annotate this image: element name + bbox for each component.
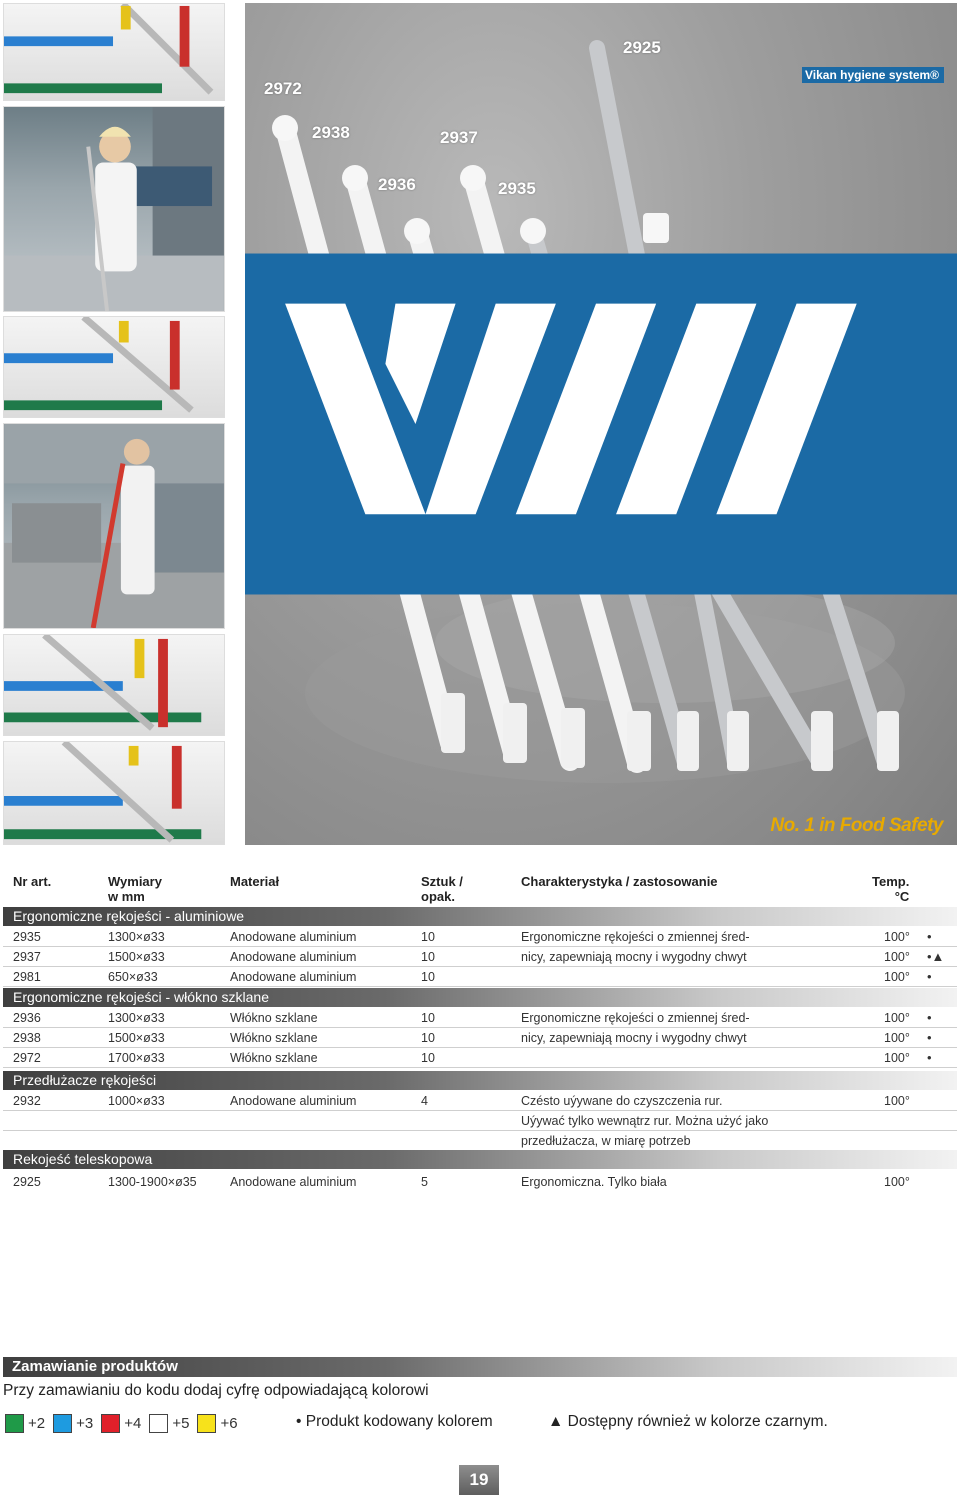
table-header xyxy=(0,872,960,906)
table-row xyxy=(3,1172,957,1192)
swatch-white xyxy=(149,1414,168,1433)
cell-material: Anodowane aluminium xyxy=(230,1094,357,1108)
swatch-green xyxy=(5,1414,24,1433)
cell-temp: 100° xyxy=(884,1094,910,1108)
handles-image xyxy=(4,742,224,844)
tagline: No. 1 in Food Safety xyxy=(770,815,943,836)
cell-desc: nicy, zapewniają mocny i wygodny chwyt xyxy=(521,950,747,964)
cell-qty: 5 xyxy=(421,1175,428,1189)
page-number: 19 xyxy=(459,1465,499,1495)
black-note: ▲ Dostępny również w kolorze czarnym. xyxy=(548,1413,828,1430)
cell-mark: • xyxy=(927,1050,932,1065)
section-fibreglass-title: Ergonomiczne rękojeści - włókno szklane xyxy=(3,988,957,1007)
header-quantity xyxy=(421,874,463,904)
worker-image xyxy=(4,424,224,628)
main-product-photo xyxy=(245,3,957,845)
header-dim-line2: w mm xyxy=(108,889,145,904)
swatch-yellow xyxy=(197,1414,216,1433)
cell-dim: 1700×ø33 xyxy=(108,1051,165,1065)
cell-dim: 1500×ø33 xyxy=(108,1031,165,1045)
cell-qty: 4 xyxy=(421,1094,428,1108)
cell-material: Anodowane aluminium xyxy=(230,970,357,984)
cell-temp: 100° xyxy=(884,950,910,964)
label-2935: 2935 xyxy=(498,179,536,198)
header-temp-line1: Temp. xyxy=(872,874,910,889)
cell-dim: 1300×ø33 xyxy=(108,1011,165,1025)
cell-nr: 2972 xyxy=(13,1051,41,1065)
cell-qty: 10 xyxy=(421,930,435,944)
cell-nr: 2981 xyxy=(13,970,41,984)
cell-mark: • xyxy=(927,1010,932,1025)
cell-material: Włókno szklane xyxy=(230,1031,318,1045)
ordering-title: Zamawianie produktów xyxy=(3,1357,957,1377)
cell-material: Anodowane aluminium xyxy=(230,930,357,944)
table-row xyxy=(3,1028,957,1048)
cell-material: Włókno szklane xyxy=(230,1011,318,1025)
header-material: Materiał xyxy=(230,874,280,889)
label-2972: 2972 xyxy=(264,79,302,98)
handles-image xyxy=(4,317,224,417)
worker-image xyxy=(4,107,224,311)
swatch-label-yellow: +6 xyxy=(220,1414,238,1432)
swatch-red xyxy=(101,1414,120,1433)
table-row xyxy=(3,947,957,967)
ordering-note: Przy zamawianiu do kodu dodaj cyfrę odpowiadającą kolorowi xyxy=(3,1382,429,1399)
photo-worker-2 xyxy=(3,423,225,629)
cell-desc: przedłużacza, w miarę potrzeb xyxy=(521,1134,691,1148)
photo-worker-1 xyxy=(3,106,225,312)
cell-material: Anodowane aluminium xyxy=(230,1175,357,1189)
cell-material: Włókno szklane xyxy=(230,1051,318,1065)
cell-temp: 100° xyxy=(884,1031,910,1045)
photo-handles-1 xyxy=(3,3,225,101)
cell-qty: 10 xyxy=(421,1011,435,1025)
section-aluminium-title: Ergonomiczne rękojeści - aluminiowe xyxy=(3,907,957,926)
cell-dim: 650×ø33 xyxy=(108,970,158,984)
cell-nr: 2932 xyxy=(13,1094,41,1108)
vikan-logo xyxy=(245,3,957,845)
cell-qty: 10 xyxy=(421,1031,435,1045)
swatch-label-white: +5 xyxy=(172,1414,190,1432)
label-2936: 2936 xyxy=(378,175,416,194)
handles-image xyxy=(4,4,224,100)
cell-nr: 2937 xyxy=(13,950,41,964)
swatch-label-blue: +3 xyxy=(76,1414,94,1432)
cell-desc: Czésto uýywane do czyszczenia rur. xyxy=(521,1094,723,1108)
cell-desc: Ergonomiczne rękojeści o zmiennej śred- xyxy=(521,1011,750,1025)
table-row xyxy=(3,1008,957,1028)
cell-desc: nicy, zapewniają mocny i wygodny chwyt xyxy=(521,1031,747,1045)
header-temperature xyxy=(872,874,909,904)
cell-desc: Ergonomiczne rękojeści o zmiennej śred- xyxy=(521,930,750,944)
header-dim-line1: Wymiary xyxy=(108,874,162,889)
label-2937: 2937 xyxy=(440,128,478,147)
table-row xyxy=(3,1131,957,1151)
cell-temp: 100° xyxy=(884,1011,910,1025)
color-legend xyxy=(5,1412,246,1434)
section-telescopic-title: Rekojeść teleskopowa xyxy=(3,1150,957,1169)
cell-temp: 100° xyxy=(884,1175,910,1189)
swatch-label-green: +2 xyxy=(28,1414,46,1432)
header-dimensions xyxy=(108,874,162,904)
cell-mark: • xyxy=(927,969,932,984)
cell-temp: 100° xyxy=(884,1051,910,1065)
table-row xyxy=(3,967,957,987)
table-row xyxy=(3,1091,957,1111)
cell-mark: • xyxy=(927,1030,932,1045)
cell-dim: 1500×ø33 xyxy=(108,950,165,964)
photo-handles-3 xyxy=(3,634,225,736)
cell-dim: 1300×ø33 xyxy=(108,930,165,944)
header-temp-line2: °C xyxy=(894,889,910,904)
cell-nr: 2938 xyxy=(13,1031,41,1045)
cell-mark: • xyxy=(927,929,932,944)
header-qty-line1: Sztuk / xyxy=(421,874,463,889)
label-2925: 2925 xyxy=(623,38,661,57)
cell-mark: •▲ xyxy=(927,949,945,964)
coded-note: • Produkt kodowany kolorem xyxy=(296,1413,493,1430)
handles-image xyxy=(4,635,224,735)
cell-temp: 100° xyxy=(884,970,910,984)
cell-qty: 10 xyxy=(421,950,435,964)
header-nr: Nr art. xyxy=(13,874,52,889)
logo-text: Vikan hygiene system® xyxy=(802,67,944,83)
section-extensions-title: Przedłużacze rękojeści xyxy=(3,1071,957,1090)
cell-desc: Ergonomiczna. Tylko biała xyxy=(521,1175,667,1189)
label-2938: 2938 xyxy=(312,123,350,142)
cell-nr: 2935 xyxy=(13,930,41,944)
cell-material: Anodowane aluminium xyxy=(230,950,357,964)
table-row xyxy=(3,1048,957,1068)
table-row xyxy=(3,927,957,947)
cell-dim: 1300-1900×ø35 xyxy=(108,1175,197,1189)
photo-handles-2 xyxy=(3,316,225,418)
photo-handles-4 xyxy=(3,741,225,845)
cell-nr: 2936 xyxy=(13,1011,41,1025)
cell-nr: 2925 xyxy=(13,1175,41,1189)
header-description: Charakterystyka / zastosowanie xyxy=(521,874,718,889)
swatch-label-red: +4 xyxy=(124,1414,142,1432)
cell-qty: 10 xyxy=(421,1051,435,1065)
cell-qty: 10 xyxy=(421,970,435,984)
swatch-blue xyxy=(53,1414,72,1433)
cell-dim: 1000×ø33 xyxy=(108,1094,165,1108)
table-row xyxy=(3,1111,957,1131)
cell-desc: Uýywać tylko wewnątrz rur. Można użyć jako xyxy=(521,1114,769,1128)
header-qty-line2: opak. xyxy=(421,889,455,904)
cell-temp: 100° xyxy=(884,930,910,944)
